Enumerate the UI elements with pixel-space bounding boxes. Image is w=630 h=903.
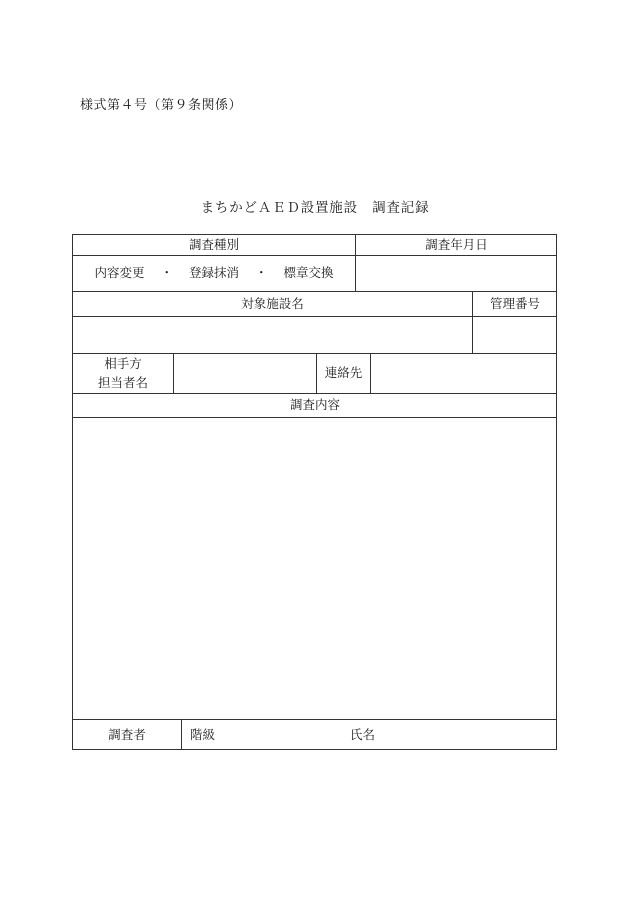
survey-date-label: 調査年月日 [425, 236, 488, 252]
contact-row [73, 354, 556, 394]
option-registration-deletion[interactable]: 登録抹消 [188, 265, 239, 281]
option-separator: ・ [160, 265, 173, 281]
survey-type-options [73, 256, 356, 291]
contact-person-label-line2: 担当者名 [97, 374, 148, 390]
facility-header-row [73, 292, 556, 317]
survey-type-row [73, 256, 556, 292]
survey-type-label: 調査種別 [73, 235, 356, 255]
header-row-survey [73, 235, 556, 256]
facility-name-field[interactable] [73, 317, 473, 353]
contact-person-field[interactable] [174, 354, 317, 393]
surveyor-row [73, 720, 556, 750]
management-number-label: 管理番号 [489, 295, 540, 311]
rank-label: 階級 [190, 726, 216, 742]
facility-value-row [73, 317, 556, 354]
contact-person-label-line1: 相手方 [104, 356, 142, 372]
survey-content-field[interactable] [73, 418, 557, 719]
option-separator: ・ [255, 265, 268, 281]
contact-label: 連絡先 [317, 354, 371, 393]
option-content-change[interactable]: 内容変更 [94, 265, 145, 281]
survey-content-label: 調査内容 [289, 397, 340, 413]
document-title: まちかどＡＥＤ設置施設 調査記録 [200, 200, 430, 216]
survey-content-header-row [73, 394, 556, 418]
surveyor-label: 調査者 [73, 720, 182, 750]
option-emblem-exchange[interactable]: 標章交換 [283, 265, 334, 281]
contact-person-label [73, 354, 174, 393]
facility-name-label: 対象施設名 [73, 292, 473, 316]
survey-date-field[interactable] [356, 256, 557, 291]
name-label: 氏名 [350, 726, 376, 742]
contact-field[interactable] [371, 354, 557, 393]
form-number: 様式第４号（第９条関係） [80, 98, 243, 113]
management-number-field[interactable] [473, 317, 557, 353]
survey-record-table [72, 234, 557, 750]
survey-content-row [73, 418, 556, 720]
